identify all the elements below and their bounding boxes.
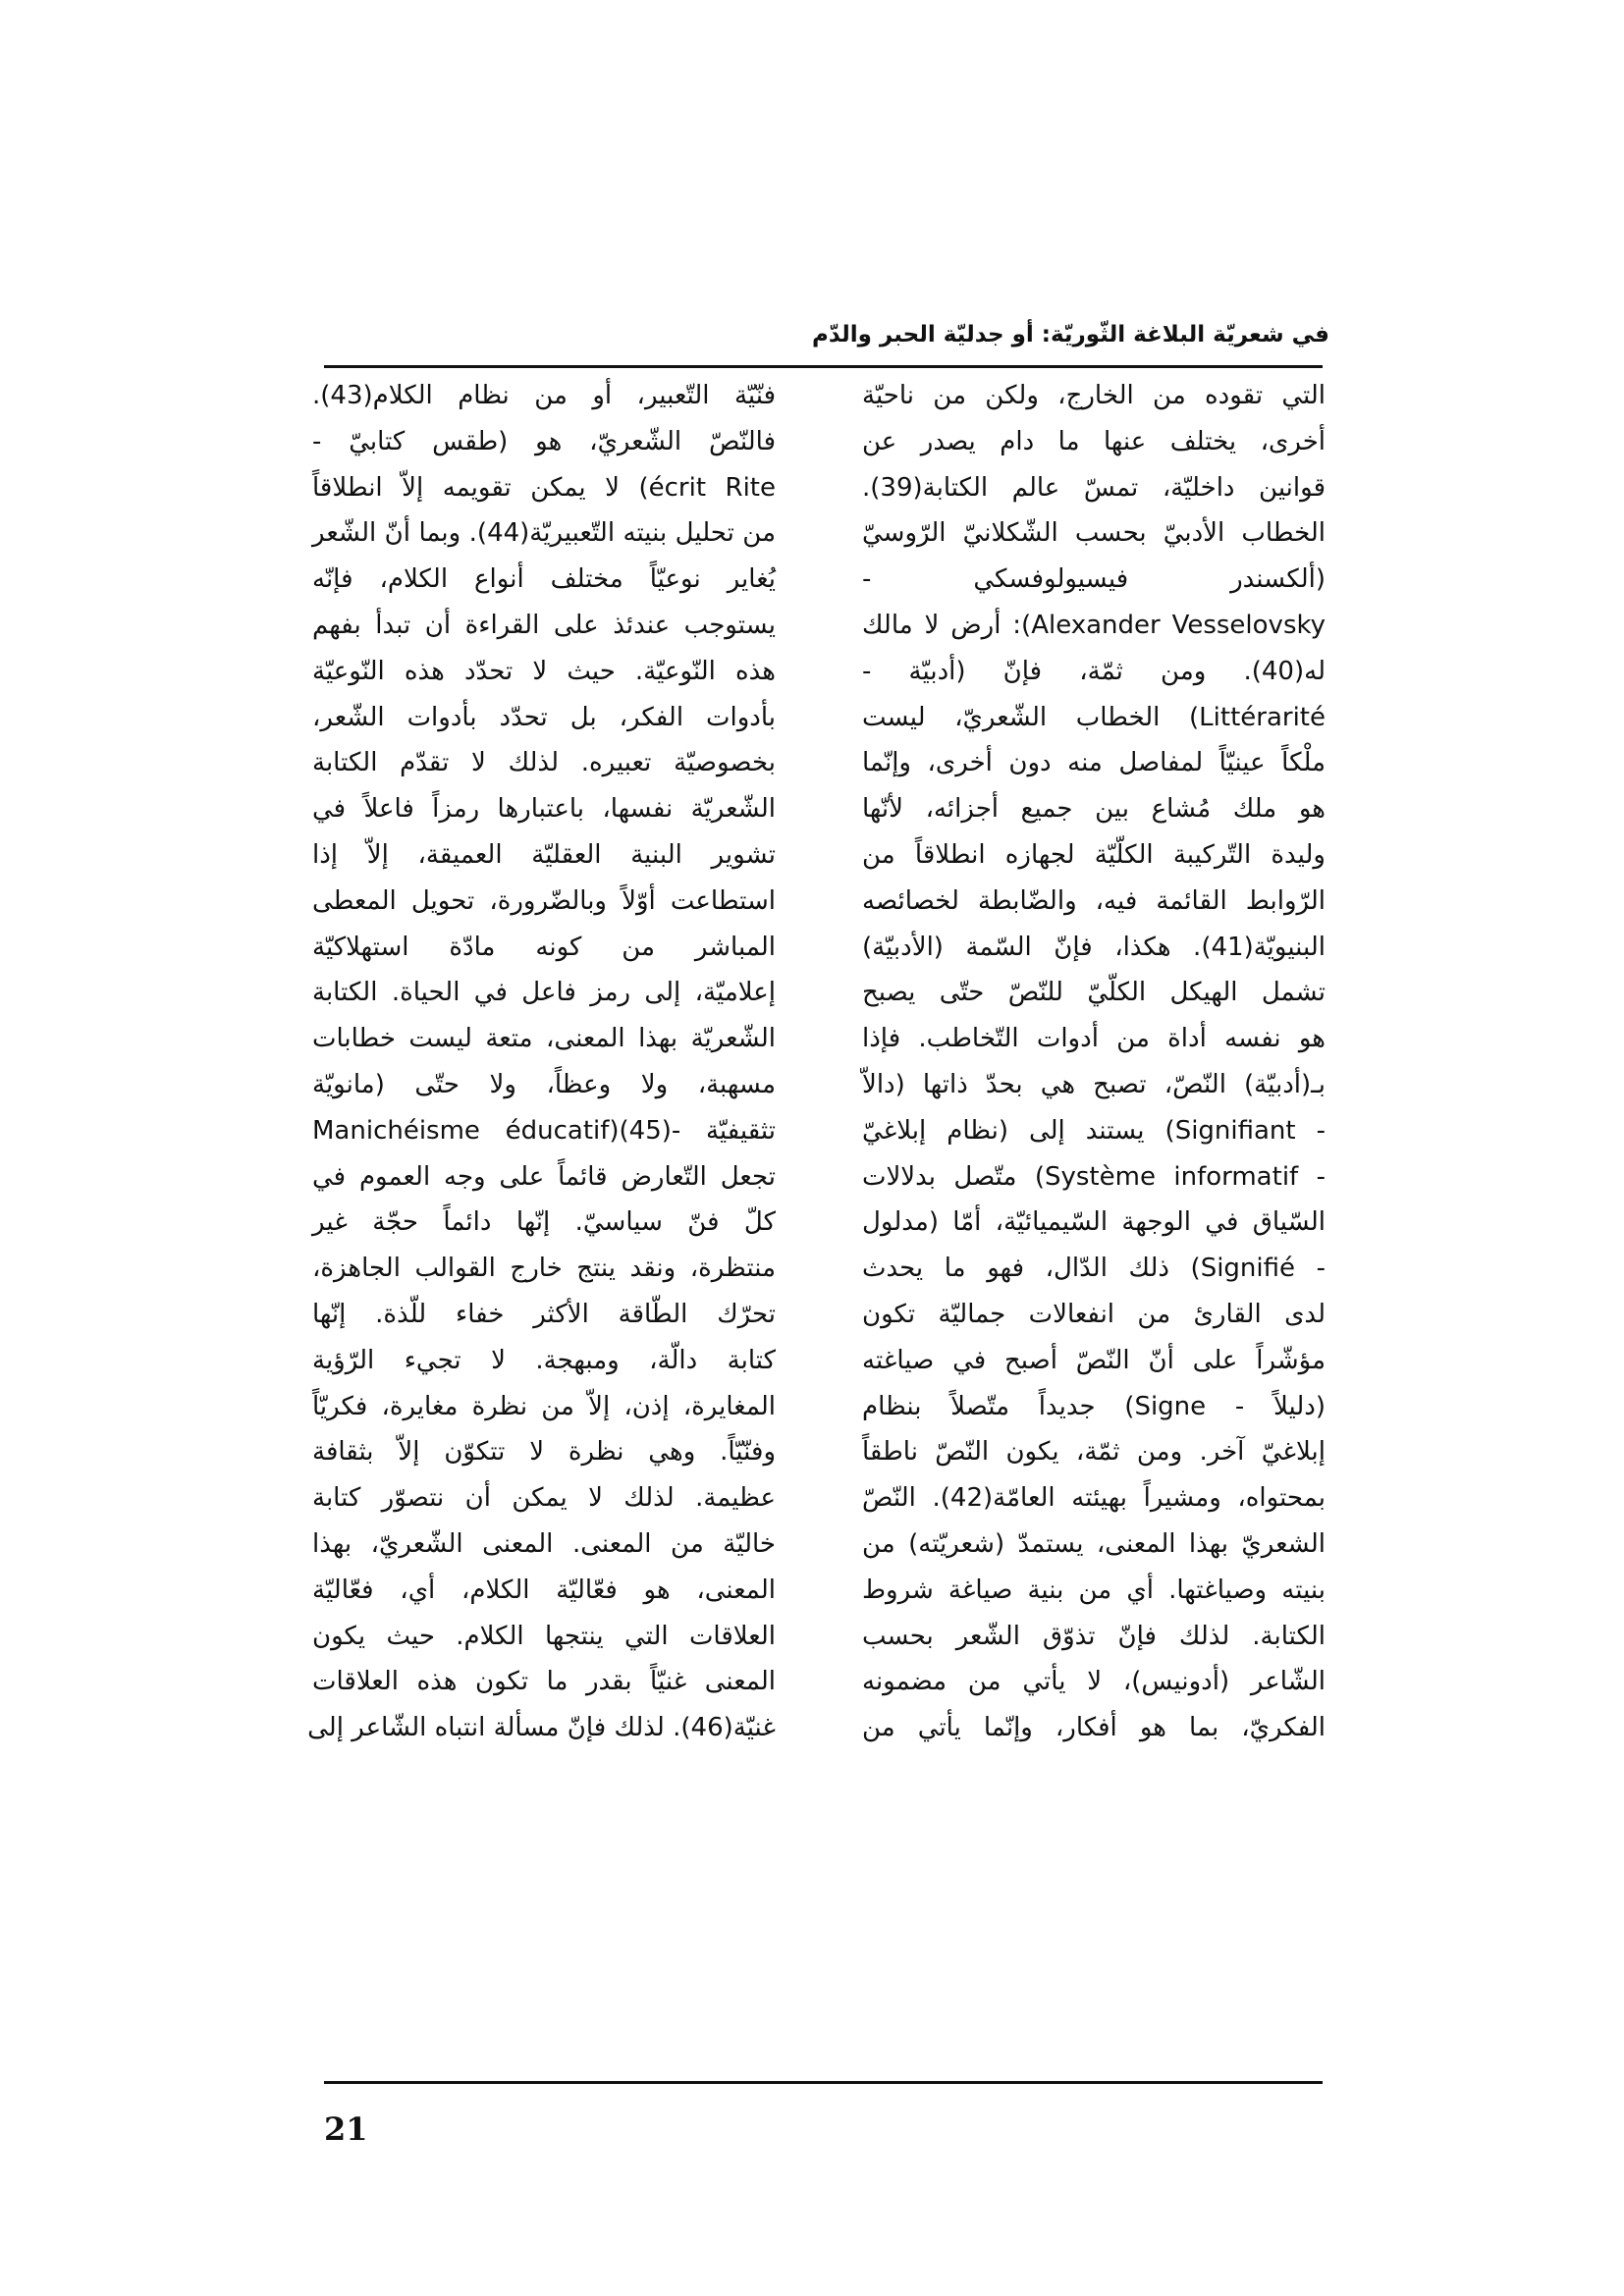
right-column-line: الخطاب الأدبيّ بحسب الشّكلانيّ الرّوسيّ bbox=[862, 518, 1326, 549]
left-column-line: من تحليل بنيته التّعبيريّة(44). وبما أنّ الشّعر bbox=[312, 518, 776, 549]
right-column-line: - Signifié) ذلك الدّال، فهو ما يحدث bbox=[862, 1254, 1326, 1284]
left-column-line: مسهبة، ولا وعظاً، ولا حتّى (مانويّة bbox=[312, 1069, 776, 1099]
right-column-line: بـ(أدبيّة) النّصّ، تصبح هي بحدّ ذاتها (دالاّ bbox=[862, 1069, 1326, 1099]
left-column-line: إعلاميّة، إلى رمز فاعل في الحياة. الكتابة bbox=[312, 978, 776, 1008]
right-column-line: البنيويّة(41). هكذا، فإنّ السّمة (الأدبيّة) bbox=[862, 932, 1326, 962]
right-column-line: إبلاغيّ آخر. ومن ثمّة، يكون النّصّ ناطقاً bbox=[862, 1437, 1326, 1468]
left-column-line: المباشر من كونه مادّة استهلاكيّة bbox=[312, 932, 776, 962]
right-column-line: لدى القارئ من انفعالات جماليّة تكون bbox=[862, 1299, 1326, 1329]
left-text-column bbox=[307, 373, 776, 1751]
left-column-line: كلّ فنّ سياسيّ. إنّها دائماً حجّة غير bbox=[312, 1207, 776, 1238]
right-text-column bbox=[862, 373, 1326, 1751]
right-column-line: Littérarité) الخطاب الشّعريّ، ليست bbox=[862, 702, 1326, 732]
right-column-line: هو نفسه أداة من أدوات التّخاطب. فإذا bbox=[862, 1024, 1326, 1054]
right-column-line: مؤشّراً على أنّ النّصّ أصبح في صياغته bbox=[862, 1345, 1326, 1375]
running-header-title: في شعريّة البلاغة الثّوريّة: أو جدليّة الحبر والدّم bbox=[811, 322, 1329, 347]
left-column-line: تجعل التّعارض قائماً على وجه العموم في bbox=[312, 1161, 776, 1192]
right-column-line: بنيته وصياغتها. أي من بنية صياغة شروط bbox=[862, 1575, 1326, 1605]
left-column-line: الشّعريّة نفسها، باعتبارها رمزاً فاعلاً في bbox=[312, 794, 776, 825]
left-column-line: عظيمة. لذلك لا يمكن أن نتصوّر كتابة bbox=[312, 1483, 776, 1514]
right-column-line: الشّاعر (أدونيس)، لا يأتي من مضمونه bbox=[862, 1667, 1326, 1697]
left-column-line: العلاقات التي ينتجها الكلام. حيث يكون bbox=[312, 1621, 776, 1651]
left-column-line: تثقيفيّة -Manichéisme éducatif)(45) bbox=[312, 1115, 776, 1146]
left-column-line: كتابة دالّة، ومبهجة. لا تجيء الرّؤية bbox=[312, 1345, 776, 1375]
right-column-line: له(40). ومن ثمّة، فإنّ (أدبيّة - bbox=[862, 656, 1326, 686]
right-column-line: قوانين داخليّة، تمسّ عالم الكتابة(39). bbox=[862, 472, 1326, 503]
left-column-line: المعنى، هو فعّاليّة الكلام، أي، فعّاليّة bbox=[312, 1575, 776, 1605]
left-column-line: فنّيّة التّعبير، أو من نظام الكلام(43). bbox=[312, 381, 776, 410]
left-column-line: يستوجب عندئذ على القراءة أن تبدأ بفهم bbox=[312, 610, 776, 640]
left-column-line: استطاعت أوّلاً وبالضّرورة، تحويل المعطى bbox=[312, 885, 776, 916]
page-number: 21 bbox=[324, 2110, 368, 2148]
left-column-line: غنيّة(46). لذلك فإنّ مسألة انتباه الشّاعر إلى bbox=[307, 1713, 776, 1743]
left-column-line: بأدوات الفكر، بل تحدّد بأدوات الشّعر، bbox=[312, 702, 776, 732]
right-column-line: هو ملك مُشاع بين جميع أجزائه، لأنّها bbox=[862, 794, 1326, 825]
left-column-line: الشّعريّة بهذا المعنى، متعة ليست خطابات bbox=[312, 1024, 776, 1054]
left-column-line: منتظرة، ونقد ينتج خارج القوالب الجاهزة، bbox=[312, 1254, 776, 1284]
footer-rule bbox=[324, 2081, 1323, 2084]
left-column-line: خاليّة من المعنى. المعنى الشّعريّ، بهذا bbox=[312, 1528, 776, 1559]
left-column-line: بخصوصيّة تعبيره. لذلك لا تقدّم الكتابة bbox=[312, 748, 776, 778]
right-column-line: بمحتواه، ومشيراً بهيئته العامّة(42). النّصّ bbox=[862, 1483, 1326, 1514]
left-column-line: يُغاير نوعيّاً مختلف أنواع الكلام، فإنّه bbox=[312, 564, 776, 595]
left-column-line: écrit Rite) لا يمكن تقويمه إلاّ انطلاقاً bbox=[312, 472, 776, 503]
header-rule bbox=[324, 365, 1323, 368]
left-column-line: تشوير البنية العقليّة العميقة، إلاّ إذا bbox=[312, 839, 776, 870]
right-column-line: (ألكسندر فيسيولوفسكي - bbox=[862, 564, 1326, 595]
right-column-line: الفكريّ، بما هو أفكار، وإنّما يأتي من bbox=[862, 1713, 1326, 1743]
left-column-line: وفنّيّاً. وهي نظرة لا تتكوّن إلاّ بثقافة bbox=[312, 1437, 776, 1468]
right-column-line: (دليلاً - Signe) جديداً متّصلاً بنظام bbox=[862, 1391, 1326, 1421]
right-column-line: الرّوابط القائمة فيه، والضّابطة لخصائصه bbox=[862, 885, 1326, 916]
right-column-line: التي تقوده من الخارج، ولكن من ناحيّة bbox=[862, 381, 1326, 410]
right-column-line: ملْكاً عينيّاً لمفاصل منه دون أخرى، وإنّما bbox=[862, 748, 1326, 778]
left-column-line: تحرّك الطّاقة الأكثر خفاء للّذة. إنّها bbox=[312, 1299, 776, 1329]
right-column-line: السّياق في الوجهة السّيميائيّة، أمّا (مدلول bbox=[862, 1207, 1326, 1238]
right-column-line: أخرى، يختلف عنها ما دام يصدر عن bbox=[862, 426, 1326, 456]
right-column-line: Alexander Vesselovsky): أرض لا مالك bbox=[862, 610, 1326, 640]
right-column-line: الكتابة. لذلك فإنّ تذوّق الشّعر بحسب bbox=[862, 1621, 1326, 1651]
right-column-line: - Signifiant) يستند إلى (نظام إبلاغيّ bbox=[862, 1115, 1326, 1146]
right-column-line: وليدة التّركيبة الكلّيّة لجهازه انطلاقاً من bbox=[862, 839, 1326, 870]
left-column-line: فالنّصّ الشّعريّ، هو (طقس كتابيّ - bbox=[312, 426, 776, 456]
left-column-line: المعنى غنيّاً بقدر ما تكون هذه العلاقات bbox=[312, 1667, 776, 1697]
left-column-line: المغايرة، إذن، إلاّ من نظرة مغايرة، فكريّاً bbox=[312, 1391, 776, 1421]
right-column-line: تشمل الهيكل الكلّيّ للنّصّ حتّى يصبح bbox=[862, 978, 1326, 1008]
right-column-line: الشعريّ بهذا المعنى، يستمدّ (شعريّته) من bbox=[862, 1528, 1326, 1559]
right-column-line: - Système informatif) متّصل بدلالات bbox=[862, 1161, 1326, 1192]
left-column-line: هذه النّوعيّة. حيث لا تحدّد هذه النّوعيّة bbox=[312, 656, 776, 686]
